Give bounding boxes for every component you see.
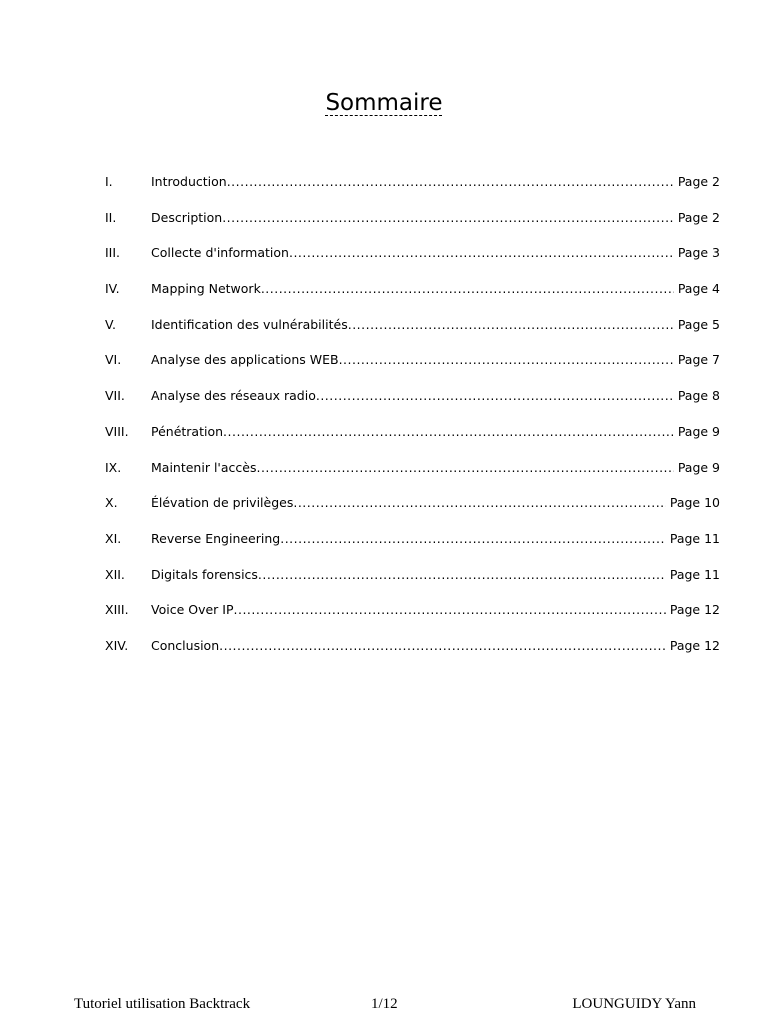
footer-document-title: Tutoriel utilisation Backtrack xyxy=(74,996,251,1012)
toc-label: Maintenir l'accès xyxy=(151,459,257,475)
toc-page: Page 7 xyxy=(677,352,720,368)
toc-number: XII. xyxy=(105,566,125,582)
toc-number: XIII. xyxy=(105,602,129,618)
toc-page: Page 4 xyxy=(677,281,720,297)
toc-label: Description xyxy=(151,209,223,225)
toc-entry xyxy=(151,529,720,549)
toc-entry xyxy=(151,350,720,370)
toc-leader-dots xyxy=(222,208,674,228)
toc-number: X. xyxy=(105,495,118,511)
toc-row[interactable] xyxy=(105,172,720,208)
page-title xyxy=(0,87,768,119)
toc-entry xyxy=(151,386,720,406)
toc-leader-dots xyxy=(293,493,666,513)
toc-page: Page 12 xyxy=(669,602,720,618)
toc-label: Analyse des applications WEB xyxy=(151,352,339,368)
toc-page: Page 2 xyxy=(677,209,720,225)
toc-number: V. xyxy=(105,316,116,332)
toc-page: Page 12 xyxy=(669,637,720,653)
table-of-contents xyxy=(105,172,720,672)
toc-entry xyxy=(151,565,720,585)
toc-leader-dots xyxy=(223,422,674,442)
toc-page: Page 10 xyxy=(669,495,720,511)
toc-number: VII. xyxy=(105,388,125,404)
toc-entry xyxy=(151,422,720,442)
toc-label: Reverse Engineering xyxy=(151,530,281,546)
toc-number: III. xyxy=(105,245,121,261)
toc-number: IX. xyxy=(105,459,122,475)
toc-number: XIV. xyxy=(105,637,129,653)
toc-page: Page 11 xyxy=(669,530,720,546)
toc-page: Page 8 xyxy=(677,388,720,404)
toc-label: Pénétration xyxy=(151,423,224,439)
toc-leader-dots xyxy=(256,458,673,478)
toc-entry xyxy=(151,458,720,478)
footer-page-number: 1/12 xyxy=(371,996,398,1012)
toc-label: Identification des vulnérabilités xyxy=(151,316,348,332)
toc-row[interactable] xyxy=(105,565,720,601)
toc-number: I. xyxy=(105,174,113,189)
toc-entry xyxy=(151,279,720,299)
toc-page: Page 2 xyxy=(677,174,720,189)
toc-row[interactable] xyxy=(105,279,720,315)
toc-row[interactable] xyxy=(105,243,720,279)
toc-label: Collecte d'information xyxy=(151,245,289,261)
toc-page: Page 9 xyxy=(677,423,720,439)
toc-number: VIII. xyxy=(105,423,129,439)
toc-row[interactable] xyxy=(105,315,720,351)
toc-row[interactable] xyxy=(105,636,720,672)
toc-label: Élévation de privilèges xyxy=(151,495,294,511)
toc-row[interactable] xyxy=(105,600,720,636)
toc-row[interactable] xyxy=(105,422,720,458)
toc-number: II. xyxy=(105,209,117,225)
toc-page: Page 5 xyxy=(677,316,720,332)
toc-leader-dots xyxy=(261,279,674,299)
toc-label: Voice Over IP xyxy=(151,602,234,618)
toc-leader-dots xyxy=(258,565,666,585)
toc-row[interactable] xyxy=(105,386,720,422)
toc-leader-dots xyxy=(234,600,666,620)
title-text: Sommaire xyxy=(325,90,443,116)
toc-page: Page 11 xyxy=(669,566,720,582)
toc-number: XI. xyxy=(105,530,122,546)
toc-row[interactable] xyxy=(105,350,720,386)
toc-entry xyxy=(151,172,720,192)
toc-label: Mapping Network xyxy=(151,281,261,297)
toc-label: Introduction xyxy=(151,174,227,189)
toc-number: VI. xyxy=(105,352,122,368)
toc-row[interactable] xyxy=(105,458,720,494)
toc-leader-dots xyxy=(289,243,674,263)
footer-author: LOUNGUIDY Yann xyxy=(572,996,696,1012)
toc-leader-dots xyxy=(227,172,674,192)
toc-page: Page 9 xyxy=(677,459,720,475)
toc-entry xyxy=(151,493,720,513)
toc-row[interactable] xyxy=(105,529,720,565)
toc-entry xyxy=(151,243,720,263)
toc-entry xyxy=(151,600,720,620)
page-footer xyxy=(74,994,696,1014)
toc-page: Page 3 xyxy=(677,245,720,261)
toc-label: Analyse des réseaux radio xyxy=(151,388,316,404)
toc-leader-dots xyxy=(280,529,666,549)
toc-number: IV. xyxy=(105,281,120,297)
toc-row[interactable] xyxy=(105,493,720,529)
toc-leader-dots xyxy=(348,315,674,335)
toc-leader-dots xyxy=(219,636,666,656)
toc-row[interactable] xyxy=(105,208,720,244)
toc-label: Digitals forensics xyxy=(151,566,258,582)
toc-entry xyxy=(151,636,720,656)
toc-label: Conclusion xyxy=(151,637,220,653)
toc-leader-dots xyxy=(339,350,674,370)
toc-entry xyxy=(151,208,720,228)
toc-leader-dots xyxy=(316,386,674,406)
toc-entry xyxy=(151,315,720,335)
